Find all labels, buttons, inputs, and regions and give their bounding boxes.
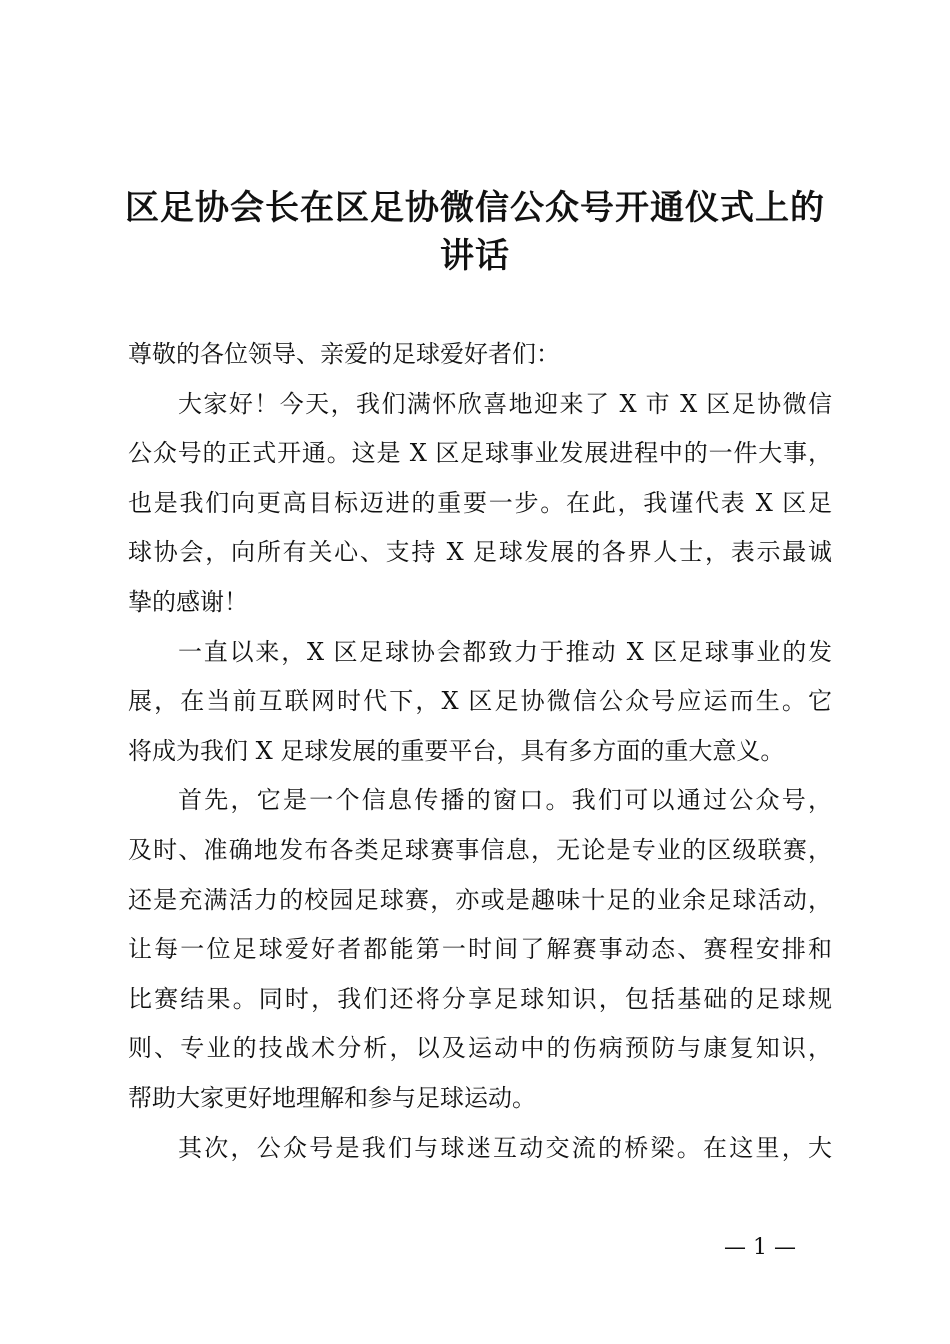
salutation — [128, 330, 832, 380]
paragraph-line: 也是我们向更高目标迈进的重要一步。在此，我谨代表 X 区足 — [128, 488, 832, 517]
paragraph-line: 挚的感谢！ — [128, 587, 248, 616]
paragraph-line: 将成为我们 X 足球发展的重要平台，具有多方面的重大意义。 — [128, 736, 785, 765]
page-number: — 1 — — [724, 1235, 796, 1260]
paragraph-line: 其次，公众号是我们与球迷互动交流的桥梁。在这里，大 — [178, 1133, 832, 1162]
document-body — [128, 330, 832, 1173]
paragraph — [128, 628, 832, 777]
paragraph-line: 及时、准确地发布各类足球赛事信息，无论是专业的区级联赛， — [128, 835, 832, 864]
paragraph-line: 还是充满活力的校园足球赛，亦或是趣味十足的业余足球活动， — [128, 885, 832, 914]
paragraph-line: 帮助大家更好地理解和参与足球运动。 — [128, 1083, 536, 1112]
paragraph-line: 首先，它是一个信息传播的窗口。我们可以通过公众号， — [178, 786, 832, 815]
paragraph — [128, 776, 832, 1123]
paragraph-line: 公众号的正式开通。这是 X 区足球事业发展进程中的一件大事， — [128, 439, 832, 468]
document-title-line-2: 讲话 — [440, 236, 510, 276]
paragraph-line: 展，在当前互联网时代下，X 区足协微信公众号应运而生。它 — [128, 687, 832, 716]
paragraph — [128, 1124, 832, 1174]
paragraph — [128, 380, 832, 628]
paragraph-line: 一直以来，X 区足球协会都致力于推动 X 区足球事业的发 — [178, 637, 832, 666]
paragraph-line: 比赛结果。同时，我们还将分享足球知识，包括基础的足球规 — [128, 984, 832, 1013]
paragraph-line: 让每一位足球爱好者都能第一时间了解赛事动态、赛程安排和 — [128, 935, 832, 964]
paragraph-line: 尊敬的各位领导、亲爱的足球爱好者们： — [128, 340, 560, 368]
paragraph-line: 球协会，向所有关心、支持 X 足球发展的各界人士，表示最诚 — [128, 538, 832, 567]
paragraph-line: 大家好！今天，我们满怀欣喜地迎来了 X 市 X 区足协微信 — [178, 389, 832, 418]
document-title-line-1: 区足协会长在区足协微信公众号开通仪式上的 — [125, 188, 825, 228]
paragraph-line: 则、专业的技战术分析，以及运动中的伤病预防与康复知识， — [128, 1034, 832, 1063]
